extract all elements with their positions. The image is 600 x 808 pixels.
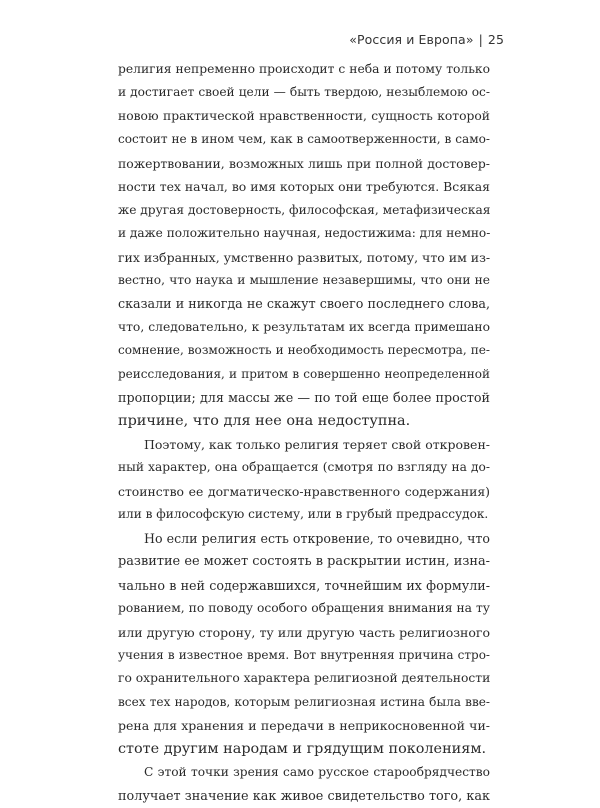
text-line: сказали и никогда не скажут своего последнего слова, [118, 296, 490, 312]
paragraph [118, 527, 490, 761]
text-line: рованием, по поводу особого обращения внимания на ту [118, 601, 490, 616]
text-line: ный характер, она обращается (смотря по взгляду на до- [118, 460, 490, 475]
text-line: и даже положительно научная, недостижима: для немно- [118, 226, 491, 241]
paragraph [118, 58, 490, 433]
text-line: же другая достоверность, философская, метафизическая [118, 202, 491, 217]
paragraph [118, 761, 490, 808]
text-line: рена для хранения и передачи в неприкосновенной чи- [118, 718, 490, 734]
text-line: реисследования, и притом в совершенно неопределенной [118, 366, 490, 381]
text-line: стоинство ее догматическо-нравственного содержания) [118, 483, 490, 499]
text-line: стоте другим народам и грядущим поколениям. [118, 740, 487, 757]
text-line: новою практической нравственности, сущность которой [118, 108, 490, 123]
text-line: состоит не в ином чем, как в самоотверженности, в само- [118, 132, 490, 147]
text-line: что, следовательно, к результатам их всегда примешано [118, 319, 490, 334]
paragraph [118, 433, 490, 527]
text-line: получает значение как живое свидетельство того, как [118, 788, 490, 804]
text-line: пропорции; для массы же — по той еще более простой [118, 390, 490, 406]
body-text [118, 58, 490, 808]
book-title: «Россия и Европа» [349, 32, 474, 47]
text-line: чально в ней содержавшихся, точнейшим их формули- [118, 577, 490, 593]
text-line: го охранительного характера религиозной деятельности [118, 671, 491, 686]
text-line: и достигает своей цели — быть твердою, незыблемою ос- [118, 85, 490, 100]
text-line: религия непременно происходит с неба и потому только [118, 62, 490, 76]
text-line: пожертвовании, возможных лишь при полной достовер- [118, 155, 490, 171]
text-line: С этой точки зрения само русское старообрядчество [144, 765, 490, 780]
text-line: развитие ее может состоять в раскрытии истин, изна- [118, 554, 490, 570]
text-line: ности тех начал, во имя которых они требуются. Всякая [118, 179, 490, 195]
text-line: сомнение, возможность и необходимость пересмотра, пе- [118, 343, 490, 358]
text-line: или другую сторону, ту или другую часть религиозного [118, 624, 490, 640]
running-header [349, 32, 504, 47]
text-line: гих избранных, умственно развитых, потому, что им из- [118, 249, 491, 265]
page-number: 25 [487, 32, 504, 47]
text-line: всех тех народов, которым религиозная истина была вве- [118, 694, 490, 709]
text-line: или в философскую систему, или в грубый предрассудок. [118, 507, 489, 522]
text-line: причине, что для нее она недоступна. [118, 412, 411, 429]
text-line: учения в известное время. Вот внутренняя причина стро- [118, 647, 490, 662]
text-line: вестно, что наука и мышление незавершимы, что они не [118, 272, 490, 287]
text-line: Поэтому, как только религия теряет свой откровен- [144, 437, 490, 452]
header-separator: | [478, 32, 483, 47]
text-line: Но если религия есть откровение, то очевидно, что [144, 530, 490, 546]
